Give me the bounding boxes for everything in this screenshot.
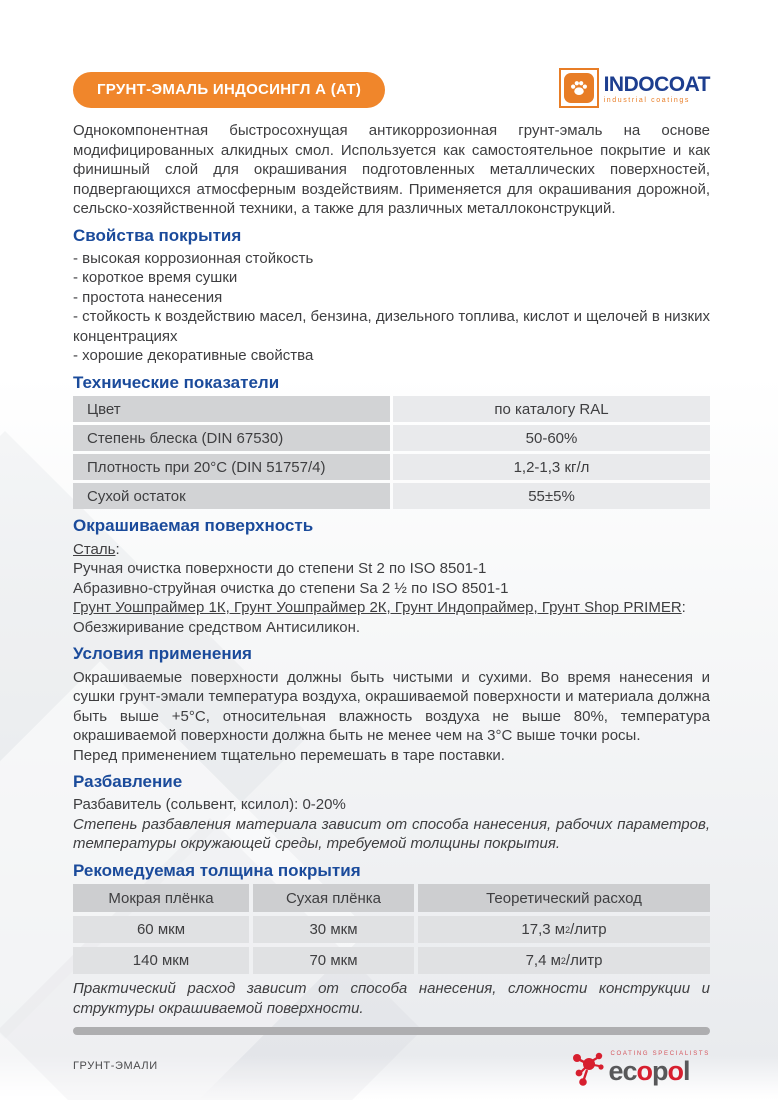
ecopol-text	[608, 1051, 710, 1085]
table-cell-wet: 140 мкм	[73, 947, 249, 974]
consumption-italic-note: Практический расход зависит от способа нанесения, сложности конструкции и структуры окрашиваемой поверхности.	[73, 980, 710, 1017]
steel-colon: :	[115, 540, 120, 558]
logo-name: INDOCOAT	[603, 73, 710, 96]
surface-degrease-line: Обезжиривание средством Антисиликон.	[73, 618, 361, 636]
thickness-table	[73, 884, 710, 974]
surface-line: Абразивно-струйная очистка до степени Sa 2 ½ по ISO 8501-1	[73, 579, 509, 597]
paw-icon	[559, 68, 599, 108]
consumption-unit: /литр	[570, 921, 607, 939]
header	[73, 72, 710, 108]
table-header-cell: Сухая плёнка	[253, 884, 414, 912]
steel-label: Сталь	[73, 540, 116, 558]
footer-divider-bar	[73, 1027, 710, 1035]
primers-label: Грунт Уошпраймер 1К, Грунт Уошпраймер 2К, Грунт Индопраймер, Грунт Shop PRIMER	[73, 599, 682, 617]
conditions-note: Перед применением тщательно перемешать в таре поставки.	[73, 746, 505, 764]
table-cell-label: Сухой остаток	[73, 483, 390, 509]
table-cell-consumption: 17,3 м 2 /литр	[418, 916, 710, 943]
conditions-paragraph: Окрашиваемые поверхности должны быть чистыми и сухими. Во время нанесения и сушки грунт-эмали температура воздуха, окрашиваемой поверхности и материала должна быть выше +5°С, относительная влажность воздуха не выше 80%, температура окрашиваемой поверхности должна быть не менее чем на 3°С выше точки росы.	[73, 668, 710, 745]
product-title-badge: ГРУНТ-ЭМАЛЬ ИНДОСИНГЛ А (АТ)	[73, 72, 385, 108]
ecopol-tagline: COATING SPECIALISTS	[610, 1051, 710, 1058]
indocoat-logo	[559, 68, 710, 108]
consumption-value: 17,3 м	[521, 921, 566, 939]
surface-line: Ручная очистка поверхности до степени St 2 по ISO 8501-1	[73, 560, 487, 578]
footer-category-label: ГРУНТ-ЭМАЛИ	[73, 1060, 158, 1073]
table-cell-label: Степень блеска (DIN 67530)	[73, 425, 390, 451]
section-title-conditions: Условия применения	[73, 644, 252, 664]
dilution-line: Разбавитель (сольвент, ксилол): 0-20%	[73, 796, 346, 814]
section-title-properties: Свойства покрытия	[73, 225, 242, 245]
table-cell-value: 1,2-1,3 кг/л	[393, 454, 710, 480]
list-item: - стойкость к воздействию масел, бензина, дизельного топлива, кислот и щелочей в низких концентрациях	[73, 308, 710, 345]
dilution-italic-note: Степень разбавления материала зависит от способа нанесения, рабочих параметров, температуры окружающей среды, требуемой толщины покрытия.	[73, 815, 710, 853]
properties-list	[73, 249, 710, 366]
section-title-thickness: Рекомедуемая толщина покрытия	[73, 860, 361, 880]
technical-table	[73, 396, 710, 509]
table-cell-wet: 60 мкм	[73, 916, 249, 943]
ecopol-brand-name: ecopol	[608, 1056, 690, 1087]
surface-primers-line	[73, 598, 710, 618]
section-title-dilution: Разбавление	[73, 772, 183, 792]
table-cell-consumption: 7,4 м 2 /литр	[418, 947, 710, 974]
table-cell-label: Плотность при 20°C (DIN 51757/4)	[73, 454, 390, 480]
section-title-technical: Технические показатели	[73, 372, 280, 392]
list-item: - короткое время сушки	[73, 269, 238, 287]
table-cell-value: по каталогу RAL	[393, 396, 710, 422]
table-header-cell: Мокрая плёнка	[73, 884, 249, 912]
list-item: - высокая коррозионная стойкость	[73, 249, 314, 267]
table-cell-label: Цвет	[73, 396, 390, 422]
logo-text	[604, 68, 710, 104]
footer	[73, 1051, 710, 1089]
consumption-value: 7,4 м	[525, 952, 561, 970]
table-cell-value: 50-60%	[393, 425, 710, 451]
surface-steel-line	[73, 540, 710, 560]
table-cell-dry: 30 мкм	[253, 916, 414, 943]
list-item: - простота нанесения	[73, 288, 223, 306]
ecopol-logo	[570, 1051, 710, 1089]
intro-paragraph: Однокомпонентная быстросохнущая антикоррозионная грунт-эмаль на основе модифицированных алкидных смол. Используется как самостоятельное покрытие и как финишный слой для окрашивания подготовленных металлических поверхностей, подвергающихся атмосферным воздействиям. Применяется для окрашивания дорожной, сельско-хозяйственной техники, а также для различных металлоконструкций.	[73, 122, 710, 217]
splat-icon	[570, 1051, 606, 1089]
logo-tagline: industrial coatings	[603, 97, 690, 104]
consumption-unit: /литр	[565, 952, 603, 970]
table-header-cell: Теоретический расход	[418, 884, 710, 912]
list-item: - хорошие декоративные свойства	[73, 347, 314, 365]
section-title-surface: Окрашиваемая поверхность	[73, 516, 314, 536]
primers-colon: :	[681, 599, 686, 617]
table-cell-value: 55±5%	[393, 483, 710, 509]
table-cell-dry: 70 мкм	[253, 947, 414, 974]
